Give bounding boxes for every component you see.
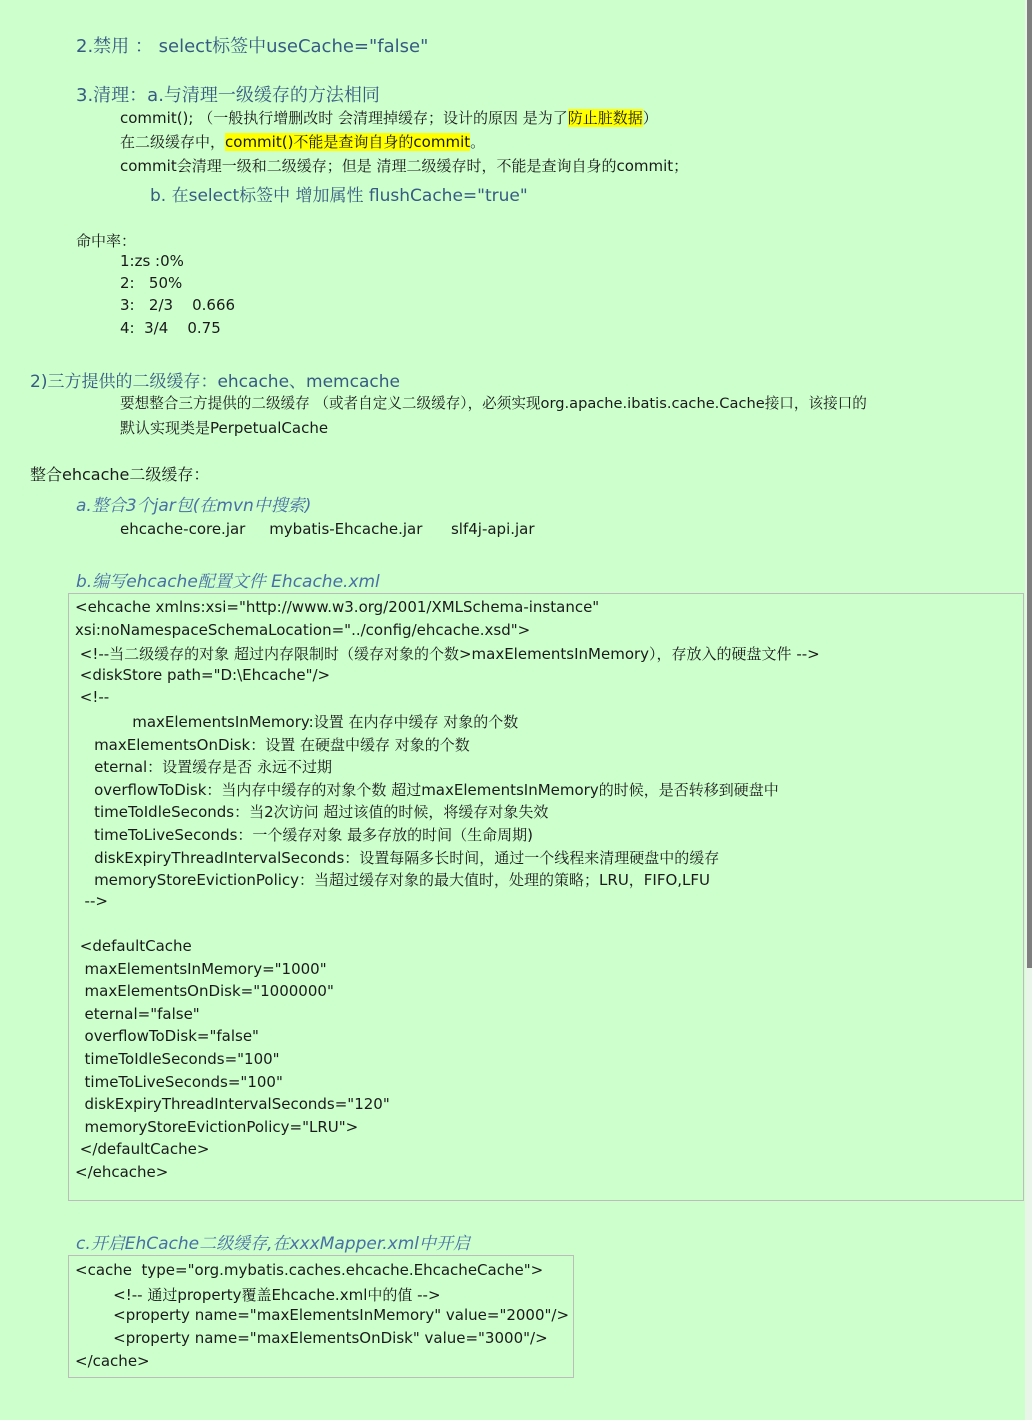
- mapper-code-line: <property name="maxElementsInMemory" value="2000"/>: [75, 1306, 570, 1325]
- xml-code-line: <!--当二级缓存的对象 超过内存限制时（缓存对象的个数>maxElementsInMemory），存放入的硬盘文件 -->: [75, 645, 820, 664]
- xml-code-line: overflowToDisk：当内存中缓存的对象个数 超过maxElementsInMemory的时候，是否转移到硬盘中: [75, 780, 779, 799]
- clear-line-1: [120, 107, 658, 128]
- xml-code-line: timeToIdleSeconds：当2次访问 超过该值的时候，将缓存对象失效: [75, 803, 549, 822]
- xml-code-line: eternal="false": [75, 1004, 200, 1023]
- clear-line-4: b. 在select标签中 增加属性 flushCache="true": [150, 186, 528, 206]
- third-party-line-1: 要想整合三方提供的二级缓存 （或者自定义二级缓存），必须实现org.apache.ibatis.cache.Cache接口，该接口的: [120, 395, 867, 412]
- xml-code-line: maxElementsOnDisk：设置 在硬盘中缓存 对象的个数: [75, 735, 470, 754]
- third-party-heading: 2)三方提供的二级缓存：ehcache、memcache: [30, 372, 400, 392]
- clear-line-2-end: 。: [470, 133, 486, 151]
- xml-code-line: maxElementsInMemory:设置 在内存中缓存 对象的个数: [75, 713, 519, 731]
- section-clear-heading: 3.清理：a.与清理一级缓存的方法相同: [76, 85, 380, 106]
- clear-line-1-text: commit(); （一般执行增删改时 会清理掉缓存；设计的原因 是为了: [120, 109, 568, 127]
- hit-rate-item: 1:zs :0%: [120, 252, 184, 270]
- mapper-code-line: <!-- 通过property覆盖Ehcache.xml中的值 -->: [75, 1285, 441, 1304]
- hit-rate-item: 4: 3/4 0.75: [120, 319, 221, 337]
- jar-list: ehcache-core.jar mybatis-Ehcache.jar slf4j-api.jar: [120, 520, 535, 538]
- xml-code-line: memoryStoreEvictionPolicy：当超过缓存对象的最大值时，处理的策略；LRU，FIFO,LFU: [75, 871, 711, 890]
- xml-code-line: overflowToDisk="false": [75, 1027, 259, 1046]
- xml-code-line: <defaultCache: [75, 937, 192, 955]
- xml-code-line: diskExpiryThreadIntervalSeconds="120": [75, 1095, 390, 1114]
- clear-line-2-highlight: commit()不能是查询自身的commit: [225, 133, 471, 151]
- ehcache-xml-code-block: [68, 593, 1024, 1201]
- hit-rate-item: 2: 50%: [120, 274, 183, 292]
- mapper-code-line: </cache>: [75, 1351, 150, 1370]
- scrollbar-thumb[interactable]: [1027, 0, 1032, 968]
- xml-code-line: <!--: [75, 688, 110, 707]
- mapper-code-line: <cache type="org.mybatis.caches.ehcache.EhcacheCache">: [75, 1261, 544, 1279]
- third-party-line-2: 默认实现类是PerpetualCache: [120, 419, 329, 437]
- step-b-heading: b.编写ehcache配置文件 Ehcache.xml: [76, 572, 380, 592]
- xml-code-line: diskExpiryThreadIntervalSeconds：设置每隔多长时间，通过一个线程来清理硬盘中的缓存: [75, 848, 720, 867]
- hit-rate-item: 3: 2/3 0.666: [120, 296, 236, 314]
- xml-code-line: maxElementsInMemory="1000": [75, 959, 327, 978]
- xml-code-line: xsi:noNamespaceSchemaLocation="../config/ehcache.xsd">: [75, 620, 531, 639]
- xml-code-line: </defaultCache>: [75, 1140, 210, 1159]
- xml-code-line: timeToIdleSeconds="100": [75, 1050, 280, 1068]
- xml-code-line: eternal：设置缓存是否 永远不过期: [75, 758, 332, 777]
- xml-code-line: maxElementsOnDisk="1000000": [75, 982, 334, 1001]
- xml-code-line: <ehcache xmlns:xsi="http://www.w3.org/2001/XMLSchema-instance": [75, 598, 600, 616]
- xml-code-line: </ehcache>: [75, 1163, 169, 1181]
- step-c-heading: c.开启EhCache二级缓存,在xxxMapper.xml中开启: [76, 1234, 471, 1254]
- xml-code-line: memoryStoreEvictionPolicy="LRU">: [75, 1117, 359, 1136]
- mapper-code-line: <property name="maxElementsOnDisk" value="3000"/>: [75, 1329, 548, 1348]
- clear-line-3: commit会清理一级和二级缓存；但是 清理二级缓存时，不能是查询自身的commit；: [120, 157, 689, 175]
- xml-code-line: timeToLiveSeconds：一个缓存对象 最多存放的时间（生命周期): [75, 826, 534, 844]
- step-a-heading: a.整合3个jar包(在mvn中搜索): [76, 496, 312, 516]
- xml-code-line: <diskStore path="D:\Ehcache"/>: [75, 665, 331, 684]
- clear-line-2: [120, 131, 485, 152]
- mapper-xml-code-block: [68, 1255, 574, 1378]
- clear-line-2-text: 在二级缓存中，: [120, 133, 226, 151]
- hit-rate-title: 命中率：: [76, 232, 137, 250]
- section-disable-heading: 2.禁用 ： select标签中useCache="false": [76, 36, 429, 57]
- xml-code-line: -->: [75, 891, 108, 910]
- integrate-heading: 整合ehcache二级缓存：: [30, 465, 210, 484]
- clear-line-1-end: ）: [642, 109, 658, 127]
- xml-code-line: timeToLiveSeconds="100": [75, 1072, 283, 1091]
- clear-line-1-highlight: 防止脏数据: [567, 109, 643, 127]
